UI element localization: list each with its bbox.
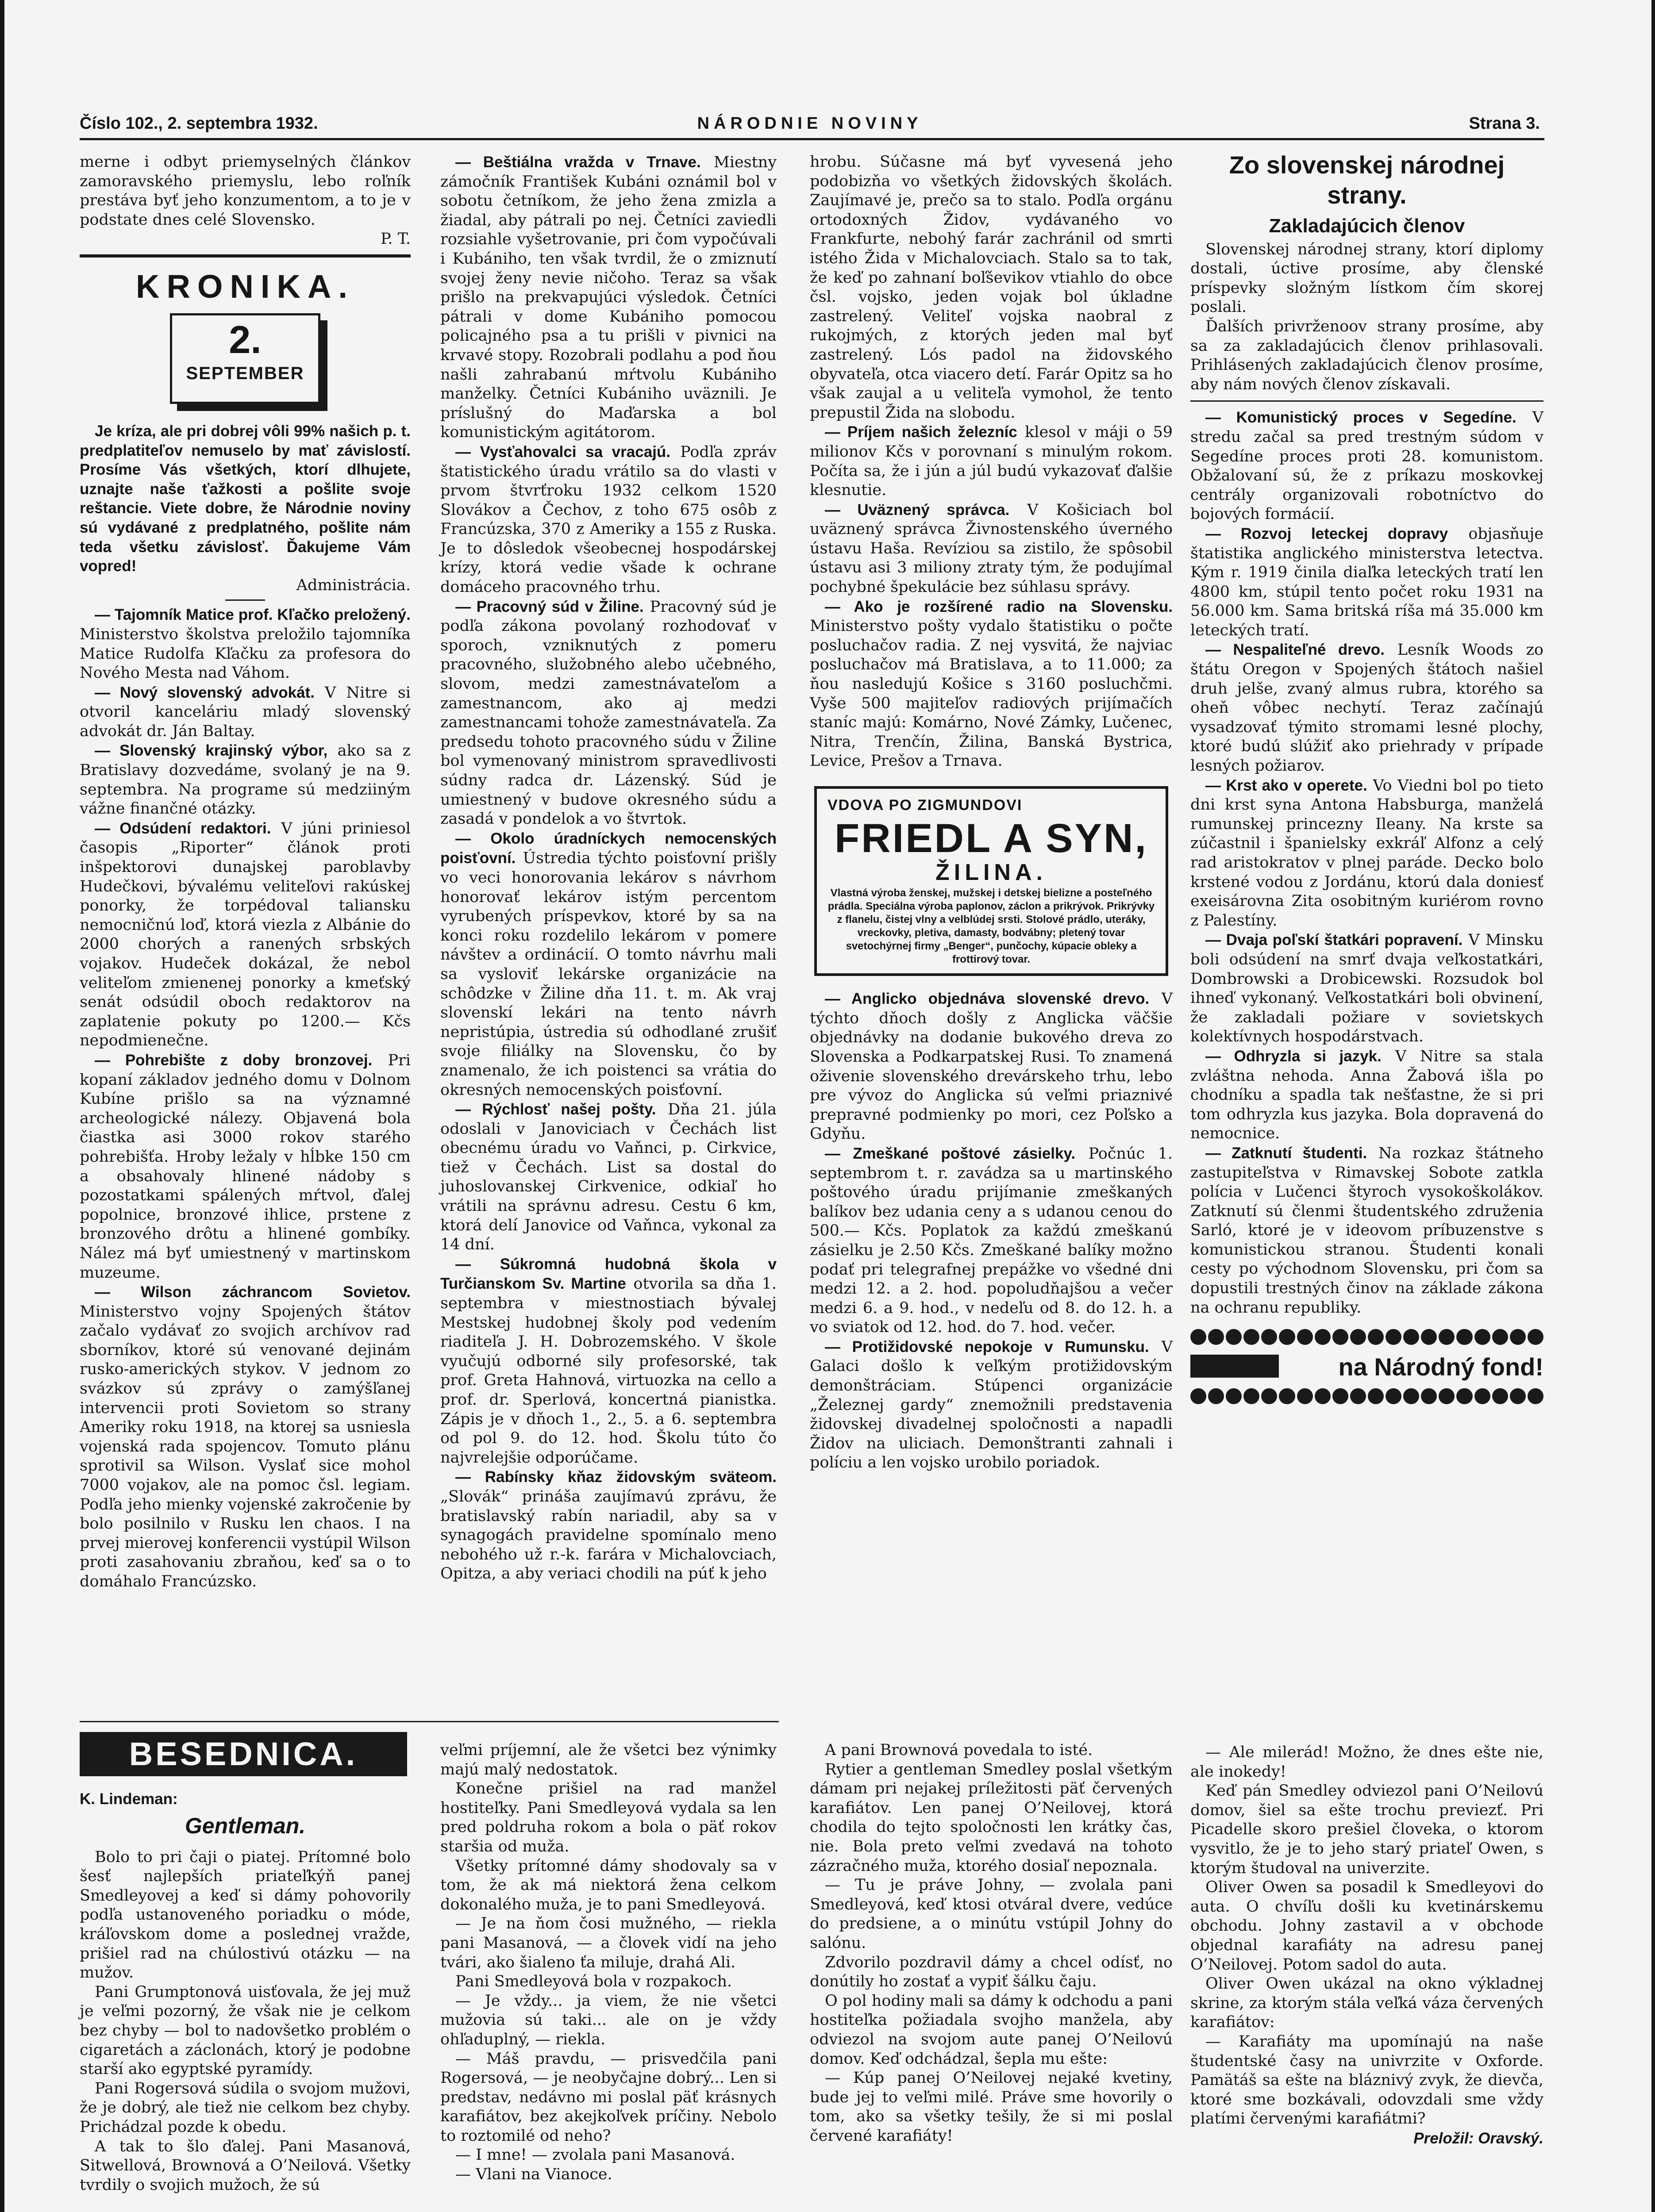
news-headline: — Príjem našich železníc [825,423,1017,441]
news-headline: — Dvaja poľskí štatkári popravení. [1205,931,1463,949]
news-item [440,442,777,597]
news-item [810,597,1173,771]
divider [1190,400,1543,402]
news-headline: — Zatknutí študenti. [1205,1144,1367,1162]
news-body: V júni priniesol časopis „Riporter“ článok proti inšpektorovi dunajskej paroblavby Hudečkovi, bývalému veliteľovi rakúskej ponorky, že torpédoval taliansku nemocničnú loď, ktorá viezla z Albánie do 2000 chorých a ranených srbských vojakov. Hudeček dokázal, že nebol veliteľom zmienenej ponorky a kmeťský senát odsúdil oboch redaktorov na zaplatenie pokuty po 1200.— Kčs nepodmienečne. [80,819,411,1050]
news-item [440,1100,777,1255]
news-item [440,829,777,1100]
story-title: Gentleman. [185,1813,306,1838]
news-body: Lesník Woods zo štátu Oregon v Spojených štátoch našiel druh jelše, zvaný almus rubra, ktorého sa oheň vôbec nechytí. Teraz začínajú vysadzovať týmito stromami lesné plochy, ktoré budú slúžiť ako priehrady v prípade lesných požiarov. [1190,641,1543,775]
news-item [440,597,777,829]
story-paragraph: Pani Grumptonová uisťovala, že jej muž je veľmi pozorný, že však nie je celkom bez chyby — bol to nadovšetko problém o cigaretách a záclonách, ktorý je podobne starší ako egyptské pyramídy. [80,1983,411,2078]
news-headline: — Pracovný súd v Žiline. [455,598,644,615]
news-body: Ústredia týchto poisťovní prišly vo veci honorovania lekárov s návrhom honorovať lekárov istým percentom vyrubených príspevkov, ktoré by sa na konci roku rozdelilo lekárom v pomere návštev a ordinácií. O tomto návrhu mali sa vysloviť lekárske organizácie na schôdzke v Žiline dňa 11. t. m. Ak vraj slovenskí lekári na tento návrh nepristúpia, ústredia sú odhodlané zrušiť svoje filiálky na Slovensku, čo by znamenalo, že ich poistenci sa vrátia do okresných nemocenských poisťovní. [440,849,777,1099]
news-body: Ministerstvo vojny Spojených štátov začalo vydávať zo svojich archívov rad sborníkov, ktoré sú venované dejinám rusko-amerických stykov. V jednom zo svázkov sú zprávy o zamýšľanej intervencii proti Sovietom so strany Ameriky roku 1918, na ktorej sa usniesla vojenská rada spojencov. Tomuto plánu sprotivil sa Wilson. Vyslať sice mohol 7000 vojakov, ale na pomoc čsl. legiam. Podľa jeho mienky vojenské zakročenie by bolo posilnilo v Rusku len chaos. I na prvej mierovej konferencii vystúpil Wilson proti zasahovaniu zbraňou, keď sa o to domáhalo Francúzsko. [80,1302,411,1590]
news-body: V Minsku boli odsúdení na smrť dvaja veľkostatkári, Dombrowski a Drobicewski. Rozsudok bol ihneď vykonaný. Veľkostatkári boli obvinení, že zakladali požiare v sovietskych kolektívnych hospodárstvach. [1190,931,1543,1046]
story-paragraph: — I mne! — zvolala pani Masanová. [455,2146,735,2164]
masthead: NÁRODNIE NOVINY [697,114,923,133]
story-paragraph: Pani Rogersová súdila o svojom mužovi, že je dobrý, ale tiež nie celkom bez chyby. Prichádzal pozde k obedu. [80,2079,411,2136]
story-paragraph: O pol hodiny mali sa dámy k odchodu a pani hostiteľka požiadala svojho manžela, aby odviezol na svojom aute panej O’Neilovú domov. Keď odchádzal, šepla mu ešte: [810,1992,1173,2068]
column-2 [440,153,777,1584]
news-item [810,500,1173,597]
news-item [1190,524,1543,641]
news-headline: — Beštiálna vražda v Trnave. [455,154,701,171]
story-paragraph: A pani Brownová povedala to isté. [825,1741,1093,1759]
story-paragraph: — Ale milerád! Možno, že dnes ešte nie, ale inokedy! [1190,1743,1543,1781]
news-headline: — Rabínsky kňaz židovským sväteom. [455,1468,777,1486]
news-item [80,605,411,683]
appeal-signature: Administrácia. [296,576,411,594]
page-header [80,114,1540,136]
news-headline: — Súkromná hudobná škola v Turčianskom Sv. Martine [440,1255,777,1293]
story-paragraph: Všetky prítomné dámy shodovaly sa v tom, že ak má niektorá žena celkom dokonalého muža, je to pani Smedleyová. [440,1857,777,1913]
story-rule [80,1721,779,1722]
story-column-1 [80,1790,411,2195]
story-paragraph: Rytier a gentleman Smedley poslal všetkým dámam pri nejakej príležitosti päť červených karafiátov. Len panej O’Neilovej, ktorá chodila do tejto spoločnosti len krátky čas, nie. Bola preto veľmi zvedavá na tohoto zázračného muža, ktorého dosiaľ nepoznala. [810,1760,1173,1875]
ad-top-line: VDOVA PO ZIGMUNDOVI [828,797,1023,814]
news-item [1190,930,1543,1047]
appeal-text: Je kríza, ale pri dobrej vôli 99% našich p. t. predplatiteľov nemuselo by mať závislostí. Prosíme Vás všetkých, ktorí dlhujete, uznajte naše ťažkosti a pošlite svoje reštancie. Viete dobre, že Národnie noviny sú vydávané z predplatného, pošlite nám teda všetku závislosť. Ďakujeme Vám vopred! [80,422,411,575]
news-body: Na rozkaz štátneho zastupiteľstva v Rimavskej Sobote zatkla polícia v Lučenci štyroch vysokoškolákov. Zatknutí sú členmi študentského združenia Sarló, ktoré je v ideovom príbuzenstve s komunistickou stranou. Študenti konali cesty po východnom Slovensku, pri čom sa dopustili trestných činov na základe zákona na ochranu republiky. [1190,1144,1543,1317]
news-headline: — Okolo úradníckych nemocenských poisťovní. [440,830,777,867]
scan-left-edge [0,0,4,2212]
news-item [80,1283,411,1592]
news-body: Ministerstvo pošty vydalo štatistiku o počte posluchačov radia. Z nej vysvitá, že najviac posluchačov má Bratislava, a to 11.000; za ňou nasledujú Košice s 3160 posluchčmi. Vyše 500 majiteľov radiových prijímačích staníc majú: Komárno, Nové Zámky, Lučenec, Nitra, Trenčín, Žilina, Banská Bystrica, Levice, Prešov a Trnava. [810,617,1173,770]
story-paragraph: — Máš pravdu, — prisvedčila pani Rogersová, — je neobyčajne dobrý... Len si predstav, nedávno mi poslal päť krásnych karafiátov, bez akejkoľvek príčiny. Nebolo to roztomilé od neho? [440,2050,777,2145]
news-item [440,1255,777,1468]
news-item [1190,1144,1543,1317]
news-body: Vo Viedni bol po tieto dni krst syna Antona Habsburga, manželá rumunskej princezny Ileany. Na krste sa zúčastnil i španielsky exkráľ Alfonz a celý rad aristokratov v plnej paráde. Decko bolo krstené vodou z Jordánu, ktorú dala doniesť exeisárovna Zita osobitným kuriérom rovno z Palestíny. [1190,776,1543,929]
date-month: SEPTEMBER [186,363,304,383]
news-item [80,741,411,818]
story-paragraph: Zdvorilo pozdravil dámy a chcel odísť, no donútily ho zostať a vypiť šálku čaju. [810,1953,1173,1991]
blacked-out-word [1190,1355,1279,1378]
column-3 [810,153,1173,1473]
party-subtitle: Zakladajúcich členov [1269,215,1465,237]
news-headline: — Komunistický proces v Segedíne. [1205,409,1516,426]
story-column-4 [1190,1743,1543,2148]
news-headline: — Odsúdení redaktori. [95,819,271,837]
news-item [810,1144,1173,1337]
story-author: K. Lindeman: [80,1790,178,1808]
subscriber-appeal [80,422,411,576]
story-paragraph: — Kúp panej O’Neilovej nejaké kvetiny, bude jej to veľmi milé. Práve sme hovorily o tom, ako sa všetky tešily, že si mi poslal červené karafiáty! [810,2069,1173,2145]
column-1 [80,153,411,1592]
translator-credit: Preložil: Oravský. [1413,2129,1543,2147]
news-body: objasňuje štatistika anglického ministerstva letectva. Kým r. 1919 činila diaľka leteckých tratí len 4800 km, stúpil tento počet roku 1931 na 56.000 km. Sama britská ríša má 35.000 km leteckých tratí. [1190,525,1543,639]
news-item [810,989,1173,1144]
news-body: Ministerstvo školstva preložilo tajomníka Matice Rudolfa Kľačku za profesora do Nového Mesta nad Váhom. [80,625,411,682]
short-divider [225,599,265,601]
news-headline: — Zmeškané poštové zásielky. [825,1144,1076,1162]
section-title-besednica: BESEDNICA. [80,1732,407,1776]
story-column-2 [440,1741,777,2185]
news-headline: — Nespaliteľné drevo. [1205,641,1385,659]
news-body: V týchto dňoch došly z Anglicka väčšie objednávky na dodanie bukového dreva zo Slovenska a Podkarpatskej Rusi. To znamená oživenie slovenského drevárskeho trhu, lebo pre vývoz do Anglicka sú veľmi priaznivé prepravné podmienky po mori, cez Poľsko a Gdyňu. [810,990,1173,1143]
news-headline: — Uväznený správca. [825,501,1010,518]
story-column-3 [810,1741,1173,2146]
ad-description: Vlastná výroba ženskej, mužskej i detskej bielizne a posteľného prádla. Speciálna výroba paplonov, záclon a prikrývok. Prikrývky z flanelu, čistej vlny a velblúdej srsti. Stolové prádlo, uteráky, vreckovky, pletiva, damasty, bodvábny; pletený tovar svetochýrnej firmy „Benger“, punčochy, kúpacie obleky a frottirový tovar. [828,887,1155,966]
story-paragraph: Oliver Owen ukázal na okno výkladnej skrine, za ktorým stála veľká váza červených karafiátov: [1190,1975,1543,2032]
date-day: 2. [229,317,262,361]
intro-text: merne i odbyt priemyselných článkov zamoravského priemyslu, lebo roľník prestáva byť jeho konzumentom, a to je v podstate dnes celé Slovensko. [80,153,411,229]
story-paragraph: — Tu je práve Johny, — zvolala pani Smedleyová, keď ktosi otváral dvere, vedúce do predsiene, a o minútu vstúpil Johny do salónu. [810,1876,1173,1952]
news-body: otvorila sa dňa 1. septembra v miestnostiach bývalej Mestskej hudobnej školy pod vedením riaditeľa J. H. Dobrozemského. V škole vyučujú odborné sily profesorské, tak prof. Greta Hahnová, virtuozka na cello a prof. dr. Sperlová, koncertná pianistka. Zápis je v dňoch 1., 2., 5. a 6. septembra od pol 9. do 12. hod. Školu túto čo najvrelejšie odporúčame. [440,1275,777,1467]
story-paragraph: Keď pán Smedley odviezol pani O’Neilovú domov, šiel sa ešte trochu previezť. Pri Picadelle skoro prešiel človeka, o ktorom vysvitlo, že je to jeho starý priateľ Owen, s ktorým študoval na univerzite. [1190,1782,1543,1877]
header-rule [80,138,1544,140]
news-item [1190,776,1543,931]
news-headline: — Rýchlosť našej pošty. [455,1101,656,1118]
page-number: Strana 3. [1469,114,1540,133]
news-headline: — Nový slovenský advokát. [95,684,315,701]
story-paragraph: — Karafiáty ma upomínajú na naše študentské časy na univrzite v Oxforde. Pamätáš sa ešte na bláznivý zvyk, že dievča, ktoré sme bozkávali, odovzdali sme vždy platími červenými karafiátmi? [1190,2032,1543,2128]
news-continuation: hrobu. Súčasne má byť vyvesená jeho podobizňa vo všetkých židovských školách. Zaujímavé je, prečo sa to stalo. Podľa orgánu ortodoxných Židov, vydávaného vo Frankfurte, nebohý farár zachránil od smrti istého Žida v Michalovciach. Stalo sa to tak, že keď po zahnaní boľševikov vtiahlo do obce čsl. vojsko, jeden vojak bol úkladne zastrelený. Veliteľ vojska naobral z rukojmých, z ktorých jeden mal byť zastrelený. Lós padol na židovského obyvateľa, otca viacero detí. Farár Opitz sa ho však zaujal a u veliteľa vymohol, že tento prepustil Žida na slobodu. [810,153,1173,422]
issue-line: Číslo 102., 2. septembra 1932. [80,114,318,133]
story-paragraph: Konečne prišiel na rad manžel hostiteľky. Pani Smedleyová vydala sa len pred poldruha rokom a bola o päť rokov staršia od muža. [440,1780,777,1855]
ad-company-name: FRIEDL A SYN, [835,815,1148,861]
news-body: Podľa zpráv štatistického úradu vrátilo sa do vlasti v prvom štvrťroku 1932 celkom 1520 Slovákov a Čechov, z toho 675 osôb z Francúzska, 370 z Ameriky a 155 z Ruska. Je to dôsledok všeobecnej hospodárskej krízy, ktorá vedie všade k ochrane domáceho pracovného trhu. [440,443,777,596]
news-body: Dňa 21. júla odoslali v Janoviciach v Čechách list obecnému úradu vo Vaňnci, p. Cirkvice, tiež v Čechách. List sa dostal do juhoslovanskej Cirkvenice, odkiaľ ho vrátili na správnu adresu. Cestu 6 km, ktorá delí Janovice od Vaňnca, vykonal za 14 dní. [440,1101,777,1254]
column-4 [1190,153,1543,1408]
news-body: V Nitre sa stala zvláštna nehoda. Anna Žabová išla po chodníku a spadla tak nešťastne, že si pri tom odhryzla kus jazyka. Bola dopravená do nemocnice. [1190,1047,1544,1143]
news-body: Pri kopaní základov jedného domu v Dolnom Kubíne prišlo sa na významné archeologické nálezy. Objavená bola čiastka asi 3000 rokov starého pohrebišťa. Hroby ležaly v hĺbke 150 cm a obsahovaly hlinené nádoby s pozostatkami spálených mŕtvol, ďalej popolnice, bronzové ihlice, prstene z bronzového drôtu a hlinené gombíky. Nález má byť umiestnený v martinskom muzeume. [80,1051,411,1282]
story-paragraph: Pani Smedleyová bola v rozpakoch. [455,1973,732,1991]
decorative-chain-border [1190,1329,1543,1345]
news-item [1190,640,1543,776]
news-headline: — Tajomník Matice prof. Kľačko preložený. [95,606,411,624]
party-section-title: Zo slovenskej národnej strany. [1229,151,1505,209]
donation-label: na Národný fond! [1338,1353,1543,1381]
news-item [810,1337,1173,1473]
news-body: V Galaci došlo k veľkým protižidovským demonštráciam. Stúpenci organizácie „Železnej gardy“ znemožnili predstavenia židovskej divadelnej spoločnosti a napadli Židov na uliciach. Demonštranti zahnali i políciu a len vojsko urobilo poriadok. [810,1338,1173,1472]
news-headline: — Rozvoj leteckej dopravy [1205,525,1448,542]
date-box [170,313,320,404]
story-paragraph: — Je na ňom čosi mužného, — riekla pani Masanová, — a človek vidí na jeho tvári, ako šialeno ťa miluje, drahá Ali. [440,1915,777,1971]
news-headline: — Odhryzla si jazyk. [1205,1047,1382,1065]
news-body: „Slovák“ prináša zaujímavú zprávu, že bratislavský rabín nariadil, aby sa v synagogách pravidelne spomínalo meno nebohého už r.-k. farára v Michalovciach, Opitza, a aby veriaci chodili na púť k jeho [440,1487,777,1583]
news-headline: — Vysťahovalci sa vracajú. [455,443,670,461]
news-body: V Nitre si otvoril kanceláriu mladý slovenský advokát dr. Ján Baltay. [80,684,411,740]
news-body: Pracovný súd je podľa zákona povolaný rozhodovať v sporoch, vzniknutých z pomeru pracovného, služobného alebo učebného, slovom, medzi zamestnávateľom a zamestnancom, ako aj medzi zamestnancami tohože zamestnávateľa. Za predsedu tohoto pracovného súdu v Žiline bol vymenovaný ministrom spravedlivosti súdny radca dr. Lázenský. Súd je umiestnený v budove okresného súdu a zasadá v pondelok a vo štvrtok. [440,598,777,828]
advertisement-friedl [814,786,1168,976]
news-headline: — Krst ako v operete. [1205,776,1367,794]
news-item [80,819,411,1051]
party-notice: Slovenskej národnej strany, ktorí diplomy dostali, úctive prosíme, aby členské príspevky složným lístkom čím skorej poslali. [1190,240,1543,316]
news-body: V Košiciach bol uväznený správca Živnostenského úverného ústavu Haša. Revíziou sa zistilo, že spôsobil ústavu asi 3 miliony ztraty tým, že podujímal pochybné špekulácie bez súhlasu správy. [810,501,1173,596]
story-paragraph: Bolo to pri čaji o piatej. Prítomné bolo šesť najlepších priateľkýň panej Smedleyovej a keď si dámy pohovorily podľa ustanoveného poriadku o móde, kráľovskom dome a poslednej vražde, prišiel rad na chúlostivú otázku — na mužov. [80,1848,411,1982]
news-item [440,153,777,442]
news-headline: — Wilson záchrancom Sovietov. [95,1283,411,1301]
news-body: ako sa z Bratislavy dozvedáme, svolaný je na 9. septembra. Na programe sú medziiným vážne finančné otázky. [80,742,411,818]
news-body: Počnúc 1. septembrom t. r. zavádza sa u martinského poštového úradu prijímanie zmeškaných balíkov bez udania ceny a s udanou cenou do 500.— Kčs. Poplatok za každú zmeškanú zásielku je 2.50 Kčs. Zmeškané balíky možno podať pri telegrafnej prepážke vo všedné dni medzi 12. a 2. hod. popoludňajšou a večer medzi 6. a 9. hod., v nedeľu od 8. do 12. h. a vo sviatok od 12. hod. do 7. hod. večer. [810,1144,1173,1336]
decorative-chain-border [1190,1388,1543,1404]
news-headline: — Ako je rozšírené radio na Slovensku. [825,598,1173,615]
news-item [810,422,1173,500]
section-title-kronika: KRONIKA. [136,268,354,305]
news-headline: — Slovenský krajinský výbor, [95,742,328,760]
news-headline: — Pohrebište z doby bronzovej. [95,1051,373,1069]
news-item [80,683,411,741]
story-paragraph: A tak to šlo ďalej. Pani Masanová, Sitwellová, Brownová a O’Neilová. Všetky tvrdily o svojich mužoch, že sú [80,2137,411,2194]
news-item [1190,408,1543,524]
story-paragraph: Oliver Owen sa posadil k Smedleyovi do auta. O chvíľu došli ku kvetinárskemu obchodu. Johny zastavil a v obchode objednal karafiáty na adresu panej O’Neilovej. Potom sadol do auta. [1190,1878,1543,1974]
story-paragraph: veľmi príjemní, ale že všetci bez výnimky majú malý nedostatok. [440,1741,777,1778]
party-notice: Ďalších privrženoov strany prosíme, aby sa za zakladajúcich členov prihlasovali. Prihlásených zakladajúcich členov prosíme, aby nám nových členov získavali. [1190,317,1543,393]
news-item [440,1467,777,1584]
news-body: Miestny zámočník František Kubáni oznámil bol v sobotu četníkom, že jeho žena zmizla a žiadal, aby pátrali po nej. Četníci zaviedli rozsiahle vyšetrovanie, pri čom vypočúvali i Kubániho, ten však tvrdil, že o zmiznutí svojej ženy nevie ničoho. Teraz sa však prišlo na prekvapujúci výsledok. Četníci pátrali v dome Kubániho pomocou policajného psa a tu prišli v pivnici na krvavé stopy. Rozobrali podlahu a pod ňou našli zahrabanú mŕtvolu Kubániho manželky. Četníci Kubániho uväznili. Je príslušný do Maďarska a bol komunistickým agitátorom. [440,154,777,442]
news-body: klesol v máji o 59 milionov Kčs v porovnaní s minulým rokom. Počíta sa, že i jún a júl budú vykazovať ďalšie klesnutie. [810,423,1173,499]
news-body: V stredu začal sa pred trestným súdom v Segedíne proces proti 28. komunistom. Obžalovaní sú, že z príkazu moskovkej centrály organizovali robotníctvo do bojových formácií. [1190,409,1543,523]
scan-right-edge [1651,0,1655,2212]
ad-city: ŽILINA. [935,859,1047,885]
story-paragraph: — Vlani na Vianoce. [455,2166,612,2184]
divider [80,254,411,257]
news-item [1190,1047,1543,1144]
donation-banner [1190,1348,1543,1386]
news-headline: — Protižidovské nepokoje v Rumunsku. [825,1338,1149,1356]
story-paragraph: — Je vždy... ja viem, že nie všetci mužovia sú taki... ale on je vždy ohľaduplný, — riekla. [440,1992,777,2048]
news-headline: — Anglicko objednáva slovenské drevo. [825,990,1150,1008]
news-item [80,1051,411,1283]
intro-signature: P. T. [380,230,411,248]
